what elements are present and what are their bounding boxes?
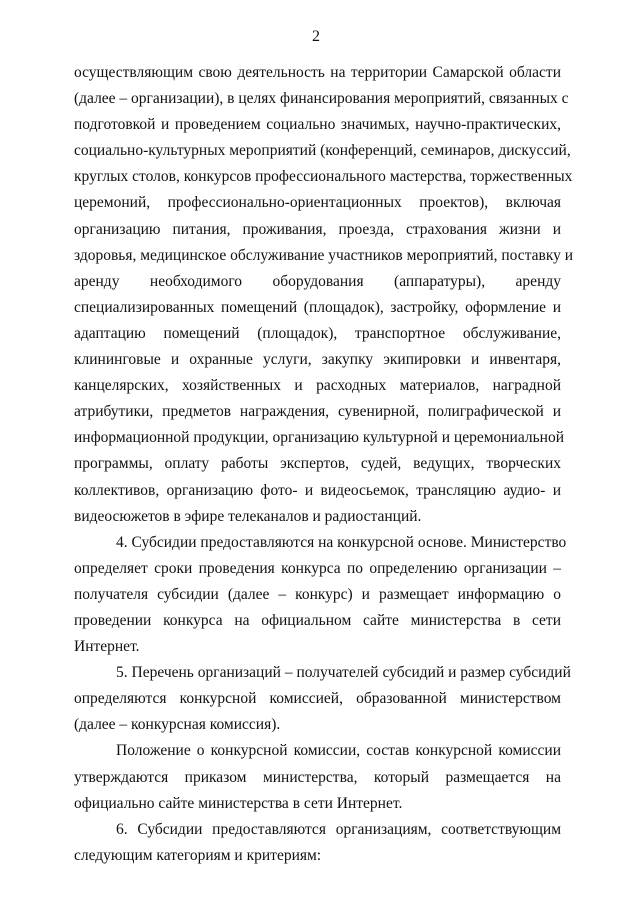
text-line: утверждаются приказом министерства, который размещается на (74, 768, 561, 786)
paragraph-continuation (74, 60, 574, 530)
text-line: атрибутики, предметов награждения, сувенирной, полиграфической и (74, 403, 561, 421)
text-line: видеосюжетов в эфире телеканалов и радиостанций. (74, 507, 422, 525)
text-line: информационной продукции, организацию культурной и церемониальной (74, 429, 565, 447)
text-line: клининговые и охранные услуги, закупку экипировки и инвентаря, (74, 351, 561, 369)
text-line: специализированных помещений (площадок), застройку, оформление и (74, 298, 561, 316)
text-line: социально-культурных мероприятий (конференций, семинаров, дискуссий, (74, 142, 571, 160)
text-line: 5. Перечень организаций – получателей субсидий и размер субсидий (116, 664, 571, 682)
text-line: Интернет. (74, 638, 140, 656)
text-line: определяет сроки проведения конкурса по определению организации – (74, 559, 561, 577)
text-line: адаптацию помещений (площадок), транспортное обслуживание, (74, 324, 561, 342)
text-line: проведении конкурса на официальном сайте министерства в сети (74, 611, 561, 629)
paragraph-commission (74, 738, 561, 816)
text-line: 6. Субсидии предоставляются организациям, соответствующим (116, 820, 561, 838)
text-line: следующим категориям и критериям: (74, 846, 322, 864)
text-line: осуществляющим свою деятельность на территории Самарской области (74, 64, 561, 81)
text-line: круглых столов, конкурсов профессионального мастерства, торжественных (74, 168, 573, 186)
text-line: организацию питания, проживания, проезда, страхования жизни и (74, 220, 561, 238)
text-line: (далее – конкурсная комиссия). (74, 716, 281, 734)
text-line: аренду необходимого оборудования (аппаратуры), аренду (74, 272, 561, 290)
text-line: Положение о конкурсной комиссии, состав конкурсной комиссии (116, 742, 561, 760)
text-line: определяются конкурсной комиссией, образованной министерством (74, 690, 561, 708)
text-line: 4. Субсидии предоставляются на конкурсной основе. Министерство (116, 533, 567, 551)
text-line: официально сайте министерства в сети Интернет. (74, 794, 403, 812)
paragraph-item-6 (74, 817, 561, 869)
text-line: здоровья, медицинское обслуживание участников мероприятий, поставку и (74, 246, 574, 264)
text-line: церемоний, профессионально-ориентационных проектов), включая (74, 194, 561, 212)
text-line: коллективов, организацию фото- и видеосьемок, трансляцию аудио- и (74, 481, 561, 499)
page-number: 2 (312, 28, 320, 45)
paragraph-item-5 (74, 660, 571, 738)
text-line: канцелярских, хозяйственных и расходных материалов, наградной (74, 377, 561, 395)
document-body (74, 60, 574, 869)
text-line: подготовкой и проведением социально значимых, научно-практических, (74, 116, 561, 134)
text-line: (далее – организации), в целях финансирования мероприятий, связанных с (74, 90, 569, 108)
text-line: получателя субсидии (далее – конкурс) и размещает информацию о (74, 585, 561, 603)
text-line: программы, оплату работы экспертов, судей, ведущих, творческих (74, 455, 561, 473)
paragraph-item-4 (74, 530, 567, 660)
